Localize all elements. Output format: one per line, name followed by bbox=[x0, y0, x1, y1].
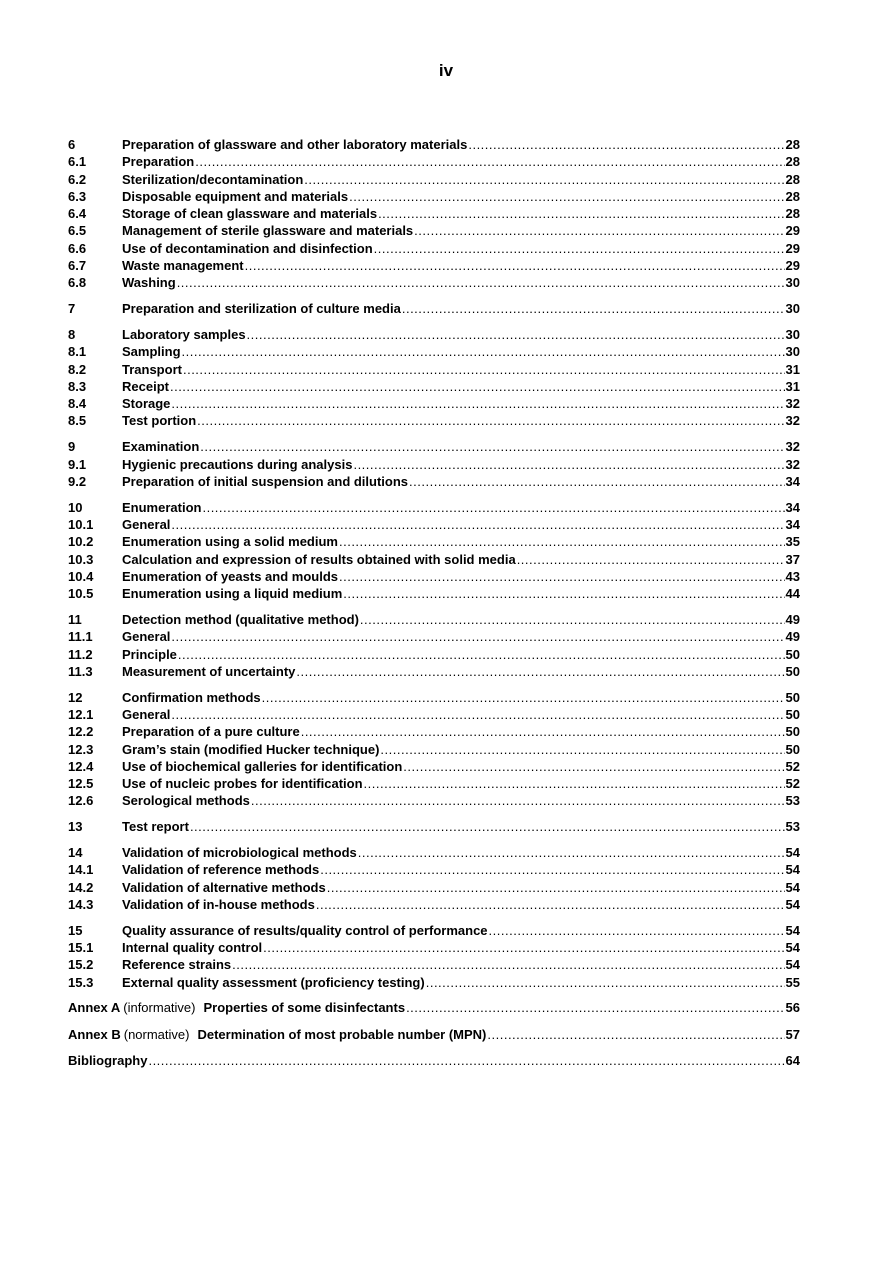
leader-dots bbox=[414, 222, 784, 239]
toc-entry[interactable] bbox=[68, 300, 800, 317]
toc-page: 28 bbox=[785, 188, 800, 204]
toc-group bbox=[68, 326, 800, 430]
annex-title: Determination of most probable number (MPN) bbox=[197, 1026, 487, 1042]
toc-entry[interactable] bbox=[68, 395, 800, 412]
toc-title: Validation of in-house methods bbox=[122, 896, 315, 912]
toc-title: Receipt bbox=[122, 378, 169, 394]
toc-title: Examination bbox=[122, 439, 200, 455]
toc-number: 8.3 bbox=[68, 378, 87, 394]
leader-dots bbox=[517, 551, 785, 568]
toc-number: 6.7 bbox=[68, 258, 87, 274]
toc-annex-a[interactable] bbox=[68, 999, 800, 1016]
toc-entry[interactable] bbox=[68, 896, 800, 913]
toc-title: General bbox=[122, 516, 171, 532]
toc-page: 30 bbox=[785, 344, 800, 360]
toc-title: Preparation bbox=[122, 154, 195, 170]
toc-title: Washing bbox=[122, 275, 176, 291]
leader-dots bbox=[195, 153, 784, 170]
toc-title: Storage bbox=[122, 396, 171, 412]
toc-number: 11.3 bbox=[68, 663, 93, 679]
toc-number: 6 bbox=[68, 137, 76, 152]
toc-entry[interactable] bbox=[68, 663, 800, 680]
toc-number: 12.3 bbox=[68, 741, 94, 757]
toc-page: 53 bbox=[785, 819, 800, 835]
leader-dots bbox=[202, 499, 784, 516]
toc-title: Hygienic precautions during analysis bbox=[122, 456, 353, 472]
toc-entry[interactable] bbox=[68, 861, 800, 878]
toc-entry[interactable] bbox=[68, 775, 800, 792]
toc-title: Detection method (qualitative method) bbox=[122, 611, 359, 627]
toc-title: Use of nucleic probes for identification bbox=[122, 776, 363, 792]
toc-entry[interactable] bbox=[68, 689, 800, 706]
toc-entry[interactable] bbox=[68, 533, 800, 550]
toc-page: 54 bbox=[785, 957, 800, 973]
toc-entry[interactable] bbox=[68, 188, 800, 205]
toc-title: Principle bbox=[122, 646, 177, 662]
leader-dots bbox=[232, 956, 784, 973]
toc-title: Validation of alternative methods bbox=[122, 879, 326, 895]
toc-number: 12.5 bbox=[68, 776, 94, 792]
toc-page: 54 bbox=[785, 844, 800, 860]
leader-dots bbox=[200, 438, 784, 455]
toc-title: Bibliography bbox=[68, 1052, 148, 1068]
toc-page: 29 bbox=[785, 240, 800, 256]
toc-sections bbox=[68, 136, 800, 991]
leader-dots bbox=[374, 240, 785, 257]
toc-page: 50 bbox=[785, 741, 800, 757]
toc-entry[interactable] bbox=[68, 274, 800, 291]
toc-number: 6.4 bbox=[68, 206, 87, 222]
annex-title: Properties of some disinfectants bbox=[203, 1000, 406, 1016]
leader-dots bbox=[304, 171, 784, 188]
toc-page: 35 bbox=[785, 534, 800, 550]
toc-title: Laboratory samples bbox=[122, 326, 246, 342]
toc-title: Test report bbox=[122, 819, 189, 835]
toc-number: 12 bbox=[68, 689, 83, 705]
leader-dots bbox=[171, 395, 784, 412]
toc-number: 14 bbox=[68, 844, 83, 860]
toc-number: 10.4 bbox=[68, 568, 94, 584]
toc-entry[interactable] bbox=[68, 378, 800, 395]
toc-group bbox=[68, 136, 800, 292]
toc-page: 29 bbox=[785, 258, 800, 274]
leader-dots bbox=[183, 361, 785, 378]
toc-entry[interactable] bbox=[68, 516, 800, 533]
toc-page: 31 bbox=[785, 361, 800, 377]
toc-entry[interactable] bbox=[68, 222, 800, 239]
toc-number: 8.5 bbox=[68, 413, 87, 429]
leader-dots bbox=[251, 792, 785, 809]
toc-annex-b[interactable] bbox=[68, 1026, 800, 1043]
toc-title: Preparation of glassware and other laboratory materials bbox=[122, 137, 468, 152]
toc-entry[interactable] bbox=[68, 792, 800, 809]
toc-title: Validation of reference methods bbox=[122, 862, 320, 878]
toc-entry[interactable] bbox=[68, 611, 800, 628]
toc-page: 28 bbox=[785, 206, 800, 222]
toc-number: 8.4 bbox=[68, 396, 87, 412]
toc-page: 30 bbox=[785, 301, 800, 317]
toc-number: 9.2 bbox=[68, 473, 87, 489]
toc-number: 15.1 bbox=[68, 939, 94, 955]
toc-title: Use of decontamination and disinfection bbox=[122, 240, 373, 256]
toc-page: 34 bbox=[785, 473, 800, 489]
toc-page: 50 bbox=[785, 724, 800, 740]
toc-number: 6.6 bbox=[68, 240, 87, 256]
leader-dots bbox=[353, 456, 784, 473]
toc-number: 11.2 bbox=[68, 646, 93, 662]
toc-number: 8.1 bbox=[68, 344, 87, 360]
toc-title: Gram’s stain (modified Hucker technique) bbox=[122, 741, 380, 757]
toc-title: Preparation of a pure culture bbox=[122, 724, 300, 740]
leader-dots bbox=[402, 300, 785, 317]
toc-entry[interactable] bbox=[68, 136, 800, 153]
leader-dots bbox=[170, 378, 785, 395]
toc-page: 34 bbox=[785, 499, 800, 515]
toc-number: 10.1 bbox=[68, 516, 94, 532]
toc-page: 32 bbox=[785, 439, 800, 455]
leader-dots bbox=[148, 1052, 784, 1069]
leader-dots bbox=[197, 412, 784, 429]
toc-entry[interactable] bbox=[68, 939, 800, 956]
toc-entry[interactable] bbox=[68, 758, 800, 775]
toc-page: 32 bbox=[785, 413, 800, 429]
leader-dots bbox=[380, 741, 784, 758]
leader-dots bbox=[378, 205, 784, 222]
toc-page: 50 bbox=[785, 646, 800, 662]
toc-number: 12.6 bbox=[68, 793, 94, 809]
toc-page: 30 bbox=[785, 275, 800, 291]
toc-title: Enumeration of yeasts and moulds bbox=[122, 568, 338, 584]
toc-title: External quality assessment (proficiency testing) bbox=[122, 974, 425, 990]
toc-page: 54 bbox=[785, 896, 800, 912]
toc-number: 12.4 bbox=[68, 758, 94, 774]
toc-group bbox=[68, 922, 800, 991]
toc-title: Transport bbox=[122, 361, 182, 377]
toc-number: 6.5 bbox=[68, 223, 87, 239]
leader-dots bbox=[245, 257, 785, 274]
toc-page: 32 bbox=[785, 396, 800, 412]
toc-page: 52 bbox=[785, 776, 800, 792]
toc-entry[interactable] bbox=[68, 741, 800, 758]
leader-dots bbox=[364, 775, 785, 792]
toc-number: 15.2 bbox=[68, 957, 94, 973]
toc-entry[interactable] bbox=[68, 153, 800, 170]
toc-title: Enumeration bbox=[122, 499, 202, 515]
table-of-contents bbox=[68, 136, 800, 1078]
leader-dots bbox=[358, 844, 785, 861]
toc-number: 8 bbox=[68, 326, 76, 342]
toc-page: 55 bbox=[785, 974, 800, 990]
toc-group bbox=[68, 438, 800, 490]
leader-dots bbox=[426, 974, 785, 991]
toc-number: 12.1 bbox=[68, 706, 94, 722]
toc-page: 50 bbox=[785, 663, 800, 679]
leader-dots bbox=[171, 516, 784, 533]
toc-number: 6.3 bbox=[68, 188, 87, 204]
toc-entry[interactable] bbox=[68, 879, 800, 896]
toc-page: 30 bbox=[785, 326, 800, 342]
toc-number: 13 bbox=[68, 819, 83, 835]
toc-page: 29 bbox=[785, 223, 800, 239]
page-number: iv bbox=[438, 61, 454, 80]
leader-dots bbox=[262, 689, 785, 706]
toc-page: 44 bbox=[785, 586, 800, 602]
toc-number: 14.3 bbox=[68, 896, 94, 912]
toc-title: Enumeration using a solid medium bbox=[122, 534, 338, 550]
toc-page: 54 bbox=[785, 922, 800, 938]
leader-dots bbox=[171, 706, 784, 723]
leader-dots bbox=[349, 188, 784, 205]
toc-page: 52 bbox=[785, 758, 800, 774]
toc-title: Enumeration using a liquid medium bbox=[122, 586, 343, 602]
leader-dots bbox=[487, 1026, 784, 1043]
leader-dots bbox=[468, 136, 784, 153]
toc-page: 31 bbox=[785, 378, 800, 394]
toc-entry[interactable] bbox=[68, 361, 800, 378]
toc-page: 50 bbox=[785, 706, 800, 722]
toc-number: 10.5 bbox=[68, 586, 94, 602]
toc-entry[interactable] bbox=[68, 956, 800, 973]
toc-bibliography[interactable] bbox=[68, 1052, 800, 1069]
toc-page: 28 bbox=[785, 171, 800, 187]
leader-dots bbox=[339, 533, 785, 550]
toc-number: 7 bbox=[68, 301, 76, 317]
toc-title: Use of biochemical galleries for identification bbox=[122, 758, 403, 774]
toc-entry[interactable] bbox=[68, 171, 800, 188]
toc-number: 10.3 bbox=[68, 551, 94, 567]
toc-group bbox=[68, 499, 800, 603]
toc-page: 43 bbox=[785, 568, 800, 584]
toc-number: 10.2 bbox=[68, 534, 94, 550]
leader-dots bbox=[339, 568, 785, 585]
toc-page: 54 bbox=[785, 862, 800, 878]
toc-title: Storage of clean glassware and materials bbox=[122, 206, 378, 222]
annex-label: Annex A bbox=[68, 1000, 121, 1016]
leader-dots bbox=[316, 896, 785, 913]
toc-title: Preparation and sterilization of culture media bbox=[122, 301, 401, 317]
leader-dots bbox=[409, 473, 785, 490]
toc-page: 49 bbox=[785, 611, 800, 627]
toc-entry[interactable] bbox=[68, 585, 800, 602]
toc-entry[interactable] bbox=[68, 706, 800, 723]
toc-page: 32 bbox=[785, 456, 800, 472]
leader-dots bbox=[263, 939, 784, 956]
toc-entry[interactable] bbox=[68, 473, 800, 490]
toc-number: 8.2 bbox=[68, 361, 87, 377]
toc-title: Test portion bbox=[122, 413, 197, 429]
leader-dots bbox=[360, 611, 785, 628]
toc-title: Sterilization/decontamination bbox=[122, 171, 304, 187]
toc-number: 6.2 bbox=[68, 171, 87, 187]
leader-dots bbox=[178, 646, 785, 663]
leader-dots bbox=[301, 723, 785, 740]
annex-type: (normative) bbox=[123, 1026, 190, 1042]
toc-title: Preparation of initial suspension and dilutions bbox=[122, 473, 409, 489]
leader-dots bbox=[343, 585, 784, 602]
toc-title: General bbox=[122, 629, 171, 645]
toc-title: Waste management bbox=[122, 258, 244, 274]
toc-entry[interactable] bbox=[68, 499, 800, 516]
toc-title: Disposable equipment and materials bbox=[122, 188, 349, 204]
leader-dots bbox=[177, 274, 785, 291]
leader-dots bbox=[190, 818, 785, 835]
toc-title: Calculation and expression of results obtained with solid media bbox=[122, 551, 516, 567]
toc-number: 10 bbox=[68, 499, 83, 515]
toc-title: Reference strains bbox=[122, 957, 232, 973]
leader-dots bbox=[247, 326, 785, 343]
toc-number: 6.8 bbox=[68, 275, 87, 291]
toc-entry[interactable] bbox=[68, 723, 800, 740]
toc-group bbox=[68, 300, 800, 317]
leader-dots bbox=[320, 861, 784, 878]
toc-entry[interactable] bbox=[68, 844, 800, 861]
toc-page: 34 bbox=[785, 516, 800, 532]
toc-entry[interactable] bbox=[68, 456, 800, 473]
toc-page: 53 bbox=[785, 793, 800, 809]
toc-entry[interactable] bbox=[68, 974, 800, 991]
toc-entry[interactable] bbox=[68, 205, 800, 222]
toc-number: 9 bbox=[68, 439, 76, 455]
toc-page: 57 bbox=[785, 1026, 800, 1042]
toc-page: 28 bbox=[785, 154, 800, 170]
leader-dots bbox=[403, 758, 784, 775]
annex-type: (informative) bbox=[123, 1000, 196, 1016]
toc-number: 6.1 bbox=[68, 154, 87, 170]
toc-page: 54 bbox=[785, 879, 800, 895]
toc-page: 28 bbox=[785, 137, 800, 152]
toc-entry[interactable] bbox=[68, 257, 800, 274]
leader-dots bbox=[406, 999, 784, 1016]
toc-number: 12.2 bbox=[68, 724, 94, 740]
toc-entry[interactable] bbox=[68, 326, 800, 343]
toc-page: 56 bbox=[785, 1000, 800, 1016]
toc-title: Serological methods bbox=[122, 793, 250, 809]
annex-label: Annex B bbox=[68, 1026, 121, 1042]
leader-dots bbox=[489, 922, 785, 939]
toc-entry[interactable] bbox=[68, 438, 800, 455]
toc-title: Confirmation methods bbox=[122, 689, 261, 705]
toc-number: 14.1 bbox=[68, 862, 94, 878]
toc-title: General bbox=[122, 706, 171, 722]
leader-dots bbox=[327, 879, 785, 896]
toc-number: 15 bbox=[68, 922, 83, 938]
toc-title: Quality assurance of results/quality control of performance bbox=[122, 922, 488, 938]
toc-number: 11.1 bbox=[68, 629, 93, 645]
toc-entry[interactable] bbox=[68, 646, 800, 663]
leader-dots bbox=[296, 663, 784, 680]
toc-entry[interactable] bbox=[68, 628, 800, 645]
toc-title: Management of sterile glassware and materials bbox=[122, 223, 414, 239]
toc-page: 37 bbox=[785, 551, 800, 567]
toc-entry[interactable] bbox=[68, 922, 800, 939]
toc-entry[interactable] bbox=[68, 568, 800, 585]
leader-dots bbox=[182, 343, 785, 360]
toc-entry[interactable] bbox=[68, 240, 800, 257]
leader-dots bbox=[171, 628, 784, 645]
toc-page: 54 bbox=[785, 939, 800, 955]
toc-page: 64 bbox=[785, 1052, 800, 1068]
toc-page: 50 bbox=[785, 689, 800, 705]
toc-entry[interactable] bbox=[68, 551, 800, 568]
toc-title: Validation of microbiological methods bbox=[122, 844, 357, 860]
toc-number: 9.1 bbox=[68, 456, 87, 472]
toc-group bbox=[68, 844, 800, 913]
toc-group bbox=[68, 818, 800, 835]
toc-title: Sampling bbox=[122, 344, 181, 360]
toc-entry[interactable] bbox=[68, 818, 800, 835]
toc-number: 15.3 bbox=[68, 974, 94, 990]
toc-entry[interactable] bbox=[68, 412, 800, 429]
toc-title: Measurement of uncertainty bbox=[122, 663, 296, 679]
toc-group bbox=[68, 611, 800, 680]
toc-title: Internal quality control bbox=[122, 939, 263, 955]
toc-number: 14.2 bbox=[68, 879, 94, 895]
toc-number: 11 bbox=[68, 611, 82, 627]
toc-page: 49 bbox=[785, 629, 800, 645]
toc-entry[interactable] bbox=[68, 343, 800, 360]
toc-group bbox=[68, 689, 800, 810]
